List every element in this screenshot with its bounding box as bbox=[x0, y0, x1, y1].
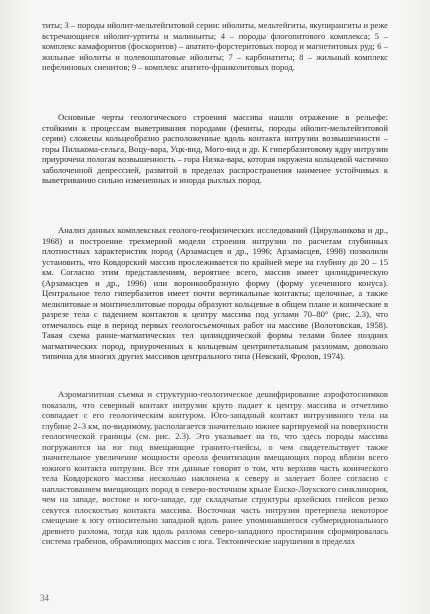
paragraph-geophysics: Анализ данных комплексных геолого-геофизических исследований (Цирульникова и др., 1968) и построение трехмерной модели строения интрузии по расчетам глубинных плотностных характеристик пород (Арзамасцев и др., 1996; Арзамасцев, 1998) позволили установить, что Ковдорский массив прослеживается по крайней мере на глубину до 20 – 15 км. Согласно этим представлениям, вероятнее всего, массив имеет цилиндрическую (Арзамасцев и др., 1996) или воронкообразную форму (форму усеченного конуса). Центральное тело гипербазитов имеет почти вертикальные контакты; щелочные, а также мелилитовые и монтичеллитовые породы образуют кольцевые в общем плане и конические в разрезе тела с падением контактов к центру массива под углами 70–80° (рис. 2.3), что отмечалось еще в период первых геологосъемочных работ на массиве (Волотовская, 1958). Такая схема ранне-магматических тел цилиндрической формы телами более поздних магматических пород, приуроченных к кольцевым центрипетальным разломам, довольно типична для многих других массивов центрального типа (Невский, Фролов, 1974). bbox=[42, 225, 388, 361]
page-number: 34 bbox=[40, 593, 49, 603]
paragraph-aeromagnetic: Аэромагнитная съемка и структурно-геологическое дешифрирование аэрофотоснимков показали, что северный контакт интрузии круто падает к центру массива и отчетливо совпадает с его геологическим контуром. Юго-западный контакт интрузивного тела на глубине 2–3 км, по-видимому, располагается значительно южнее картируемой на поверхности геологической границы (см. рис. 2.3). Это указывает на то, что здесь породы массива погружаются на юг под вмещающие гранито-гнейсы, о чем свидетельствует также значительное увеличение мощности ореола фенитизации вмещающих пород вблизи всего южного контакта интрузии. Все эти данные говорят о том, что верхняя часть конического тела Ковдорского массива несколько наклонена к северу и залегает более согласно с напластованием вмещающих пород в северо-восточном крыле Енско-Лоухского синклинория, чем на западе, востоке и юго-западе, где складчатые структуры архейских гнейсов резко секутся плоскостью контакта массива. Восточная часть интрузии претерпела некоторое смещение к югу относительно западной вдоль ранее упоминавшегося субмеридионального древнего разлома, тогда как вдоль разлома северо-западного простирания сформировалась система грабенов, обрамляющих массив с юга. Тектонические нарушения в пределах bbox=[42, 389, 388, 546]
paragraph-legend-continuation: титы; 3 – породы ийолит-мельтейгитовой серии: ийолиты, мельтейгиты, якупирангиты и реже встречающиеся ийолит-уртиты и малиньиты; 4 – породы флогопитового комплекса; 5 – комплекс камафоритов (фоскоритов) – апатито-форстеритовых пород и магнетитовых руд; 6 – жильные ийолиты и полевошпатовые ийолиты; 7 – карбонатиты; 8 – жильный комплекс нефелиновых сиенитов; 9 – комплекс апатито-франколитовых пород. bbox=[42, 20, 388, 72]
paragraph-relief: Основные черты геологического строения массива нашли отражение в рельефе: стойкими к процессам выветривания породами (фениты, породы ийолит-мельтейгитовой серии) сложены кольцеобразно расположенные вдоль контакта интрузии возвышенности – горы Пилькома-сельга, Воцу-вара, Уцк-вид, Мого-вид и др. К гипербазитовому ядру интрузии приурочена пологая возвышенность – гора Низка-вара, которая окружена кольцевой частично заболоченной депрессией, развитой в пределах распространения наименее устойчивых к выветриванию сильно измененных и инорда рыхлых пород. bbox=[42, 112, 388, 185]
